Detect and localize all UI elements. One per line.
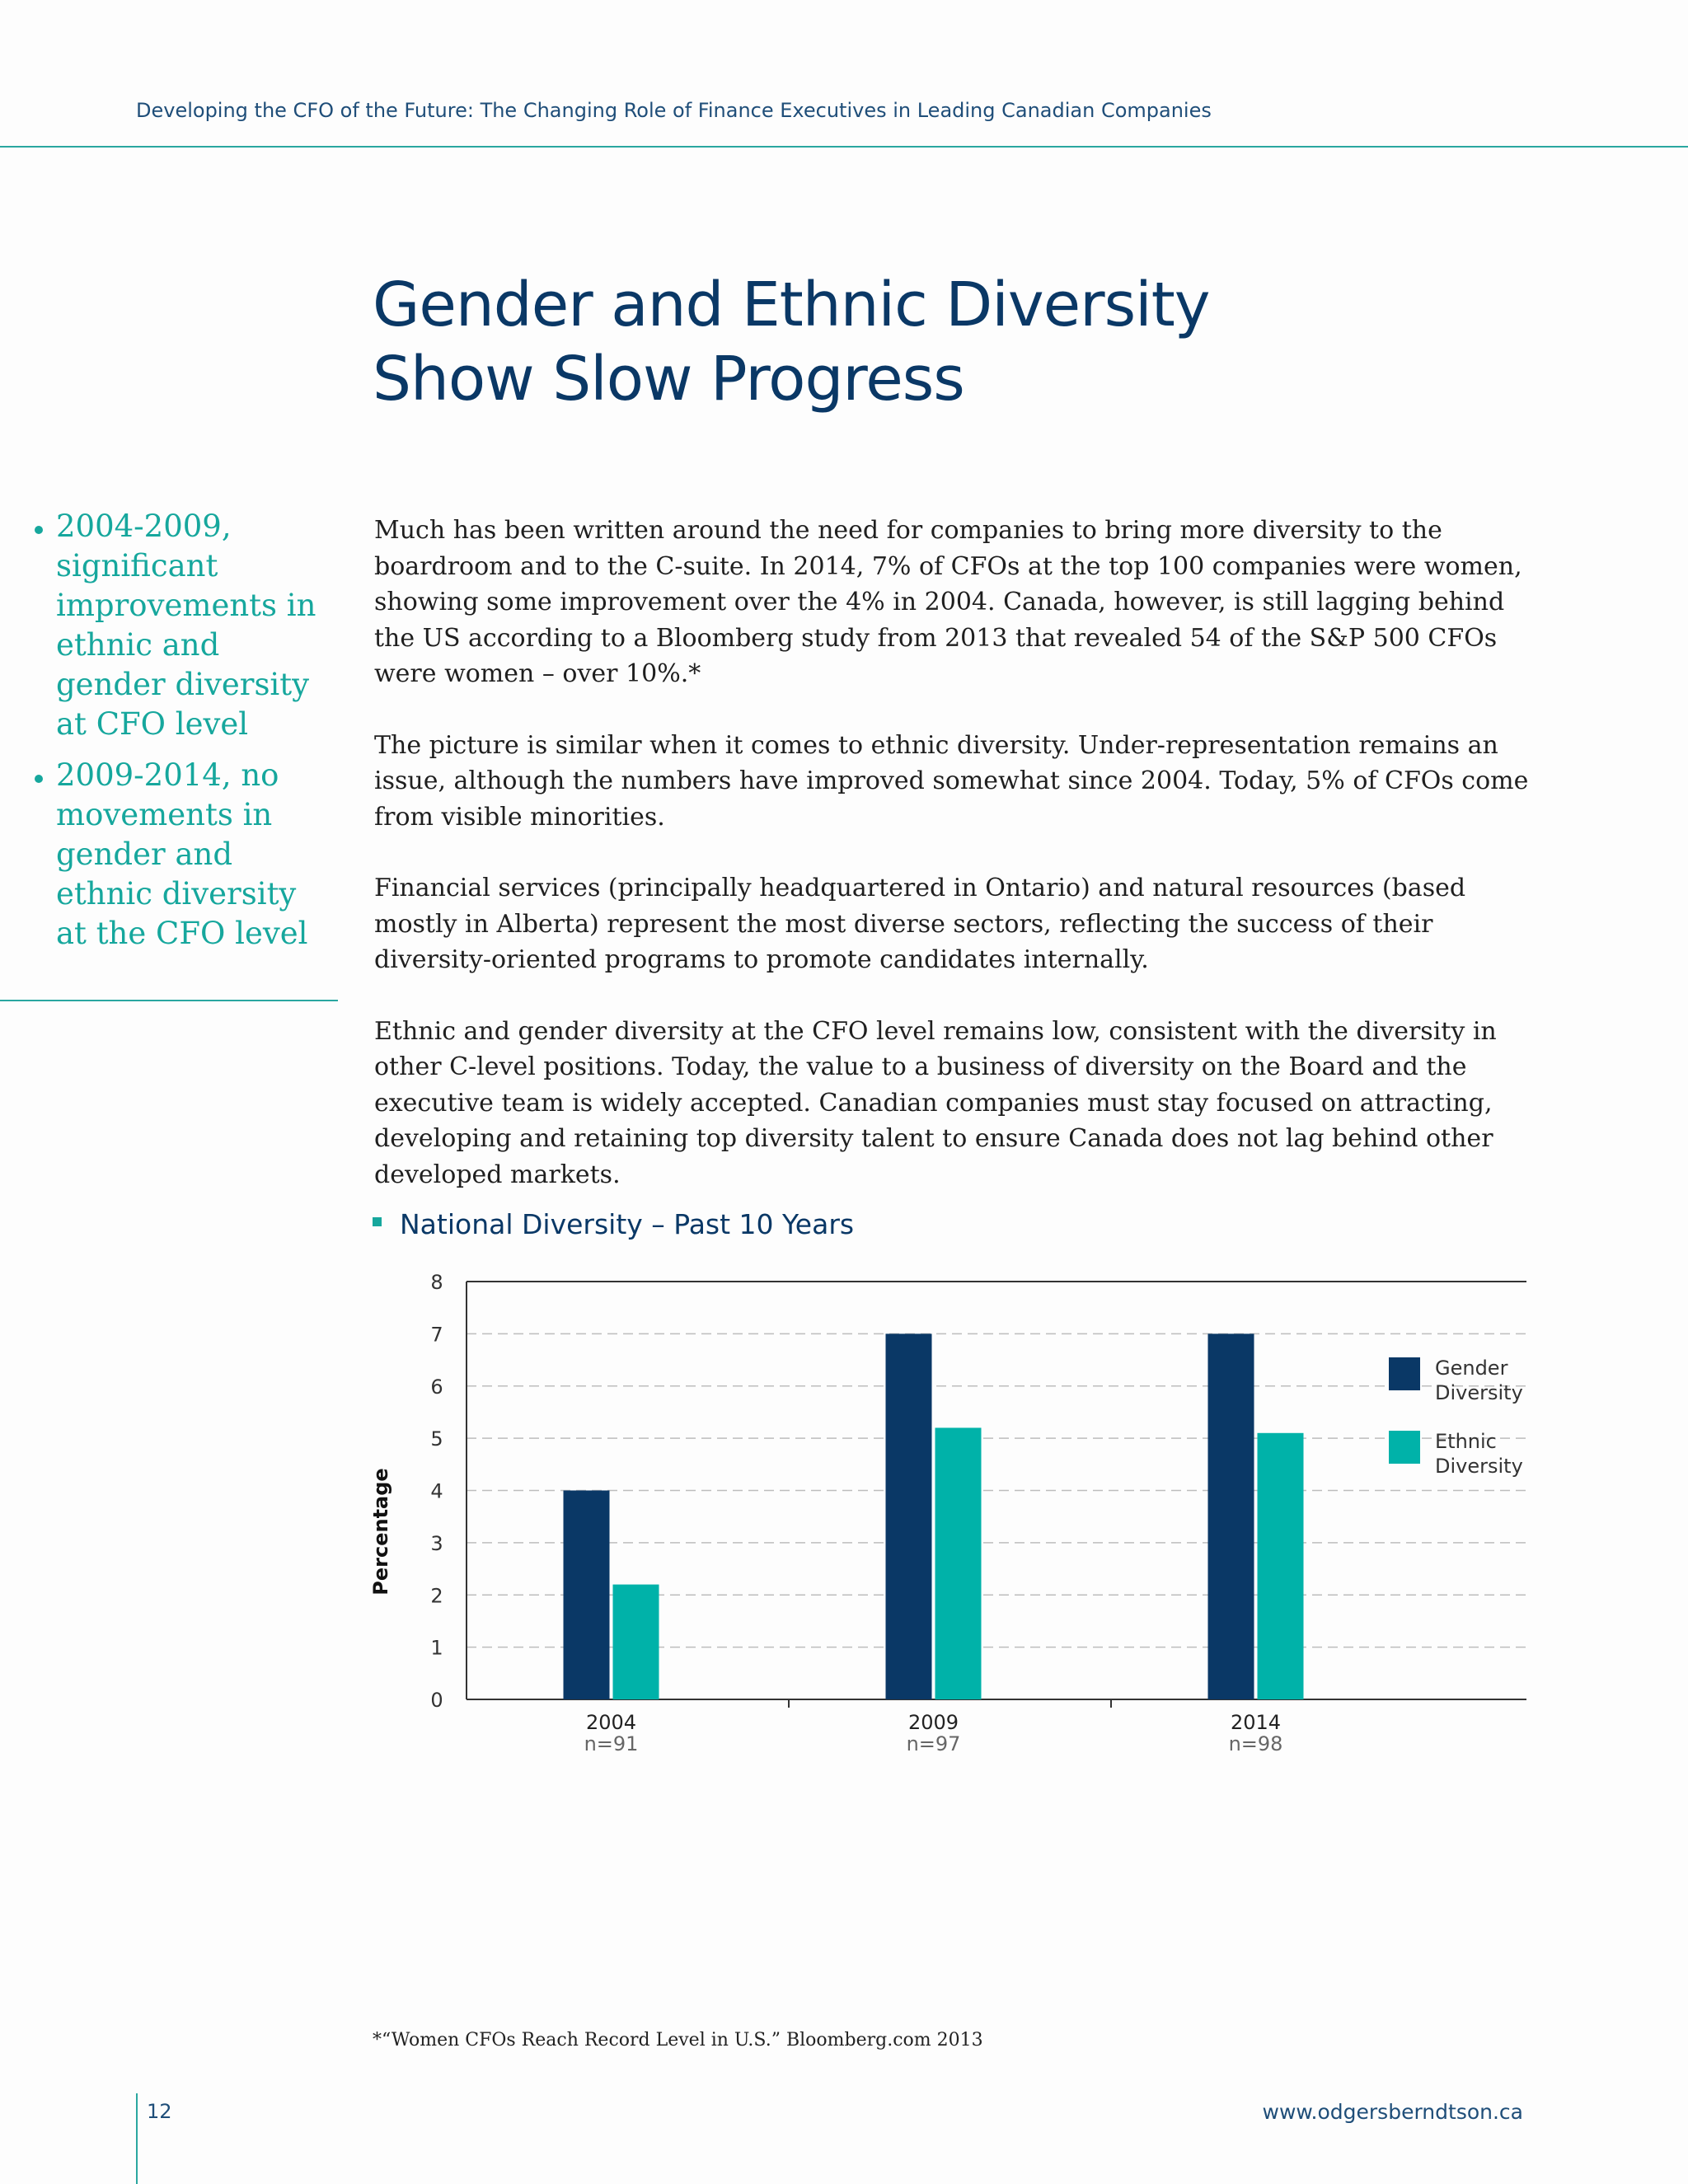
y-tick-label: 2 xyxy=(430,1584,443,1608)
legend-swatch xyxy=(1389,1431,1420,1464)
bar-gender-diversity xyxy=(564,1491,610,1700)
sidebar-callout xyxy=(31,507,336,965)
legend-label: Ethnic xyxy=(1435,1430,1497,1453)
x-tick-label: 2014 xyxy=(1230,1711,1282,1734)
footer-divider xyxy=(136,2093,138,2184)
bar-ethnic-diversity xyxy=(613,1585,659,1699)
bar-chart xyxy=(354,1261,1550,1772)
x-tick-label: 2009 xyxy=(907,1711,959,1734)
page-title-line-1: Gender and Ethnic Diversity xyxy=(373,269,1210,340)
y-tick-label: 1 xyxy=(430,1636,443,1660)
x-tick-sublabel: n=98 xyxy=(1228,1732,1283,1755)
bar-gender-diversity xyxy=(1208,1333,1254,1699)
legend-label: Gender xyxy=(1435,1357,1508,1380)
page-title-line-2: Show Slow Progress xyxy=(373,344,964,415)
sidebar-divider xyxy=(0,1000,338,1001)
bar-ethnic-diversity xyxy=(1258,1433,1304,1699)
callout-list xyxy=(31,507,336,954)
running-header: Developing the CFO of the Future: The Changing Role of Finance Executives in Leading Canadian Companies xyxy=(136,99,1212,122)
legend-label: Diversity xyxy=(1435,1455,1523,1478)
y-tick-label: 8 xyxy=(430,1271,443,1294)
chart-heading xyxy=(373,1208,854,1240)
bar-ethnic-diversity xyxy=(935,1427,982,1699)
callout-bullet: 2004-2009, significant improvements in ethnic and gender diversity at CFO level xyxy=(31,507,336,744)
y-tick-label: 0 xyxy=(430,1689,443,1712)
body-paragraph: Ethnic and gender diversity at the CFO level remains low, consistent with the diversity in other C-level positions. Today, the value to a business of diversity on the Board and the executive team is widely accepted. Canadian companies must stay focused on attracting, developing and retaining top diversity talent to ensure Canada does not lag behind other developed markets. xyxy=(374,1016,1497,1189)
square-bullet-icon xyxy=(373,1217,382,1226)
page-number: 12 xyxy=(147,2100,172,2123)
body-text xyxy=(374,513,1536,1228)
bar-gender-diversity xyxy=(886,1333,932,1699)
header-divider xyxy=(0,146,1688,148)
body-paragraph: The picture is similar when it comes to ethnic diversity. Under-representation remains an issue, although the numbers have improved somewhat since 2004. Today, 5% of CFOs come from visible minorities. xyxy=(374,730,1529,832)
y-tick-label: 4 xyxy=(430,1479,443,1503)
legend-label: Diversity xyxy=(1435,1381,1523,1404)
y-tick-label: 6 xyxy=(430,1375,443,1399)
x-tick-label: 2004 xyxy=(585,1711,637,1734)
footnote: *“Women CFOs Reach Record Level in U.S.” Bloomberg.com 2013 xyxy=(373,2030,983,2050)
y-axis-label: Percentage xyxy=(369,1468,392,1596)
y-tick-label: 7 xyxy=(430,1323,443,1347)
page-title xyxy=(373,268,1210,416)
body-paragraph: Financial services (principally headquartered in Ontario) and natural resources (based mostly in Alberta) represent the most diverse sectors, reflecting the success of their diversity-oriented programs to promote candidates internally. xyxy=(374,874,1466,974)
x-tick-sublabel: n=91 xyxy=(584,1732,639,1755)
y-tick-label: 5 xyxy=(430,1427,443,1451)
chart-heading-label: National Diversity – Past 10 Years xyxy=(400,1208,855,1240)
legend-swatch xyxy=(1389,1357,1420,1390)
y-tick-label: 3 xyxy=(430,1531,443,1555)
footer-url[interactable]: www.odgersberndtson.ca xyxy=(1262,2100,1523,2124)
body-paragraph: Much has been written around the need for companies to bring more diversity to the boardroom and to the C-suite. In 2014, 7% of CFOs at the top 100 companies were women, showing some improvement over the 4% in 2004. Canada, however, is still lagging behind the US according to a Bloomberg study from 2013 that revealed 54 of the S&P 500 CFOs were women – over 10%.* xyxy=(374,516,1522,688)
callout-bullet: 2009-2014, no movements in gender and ethnic diversity at the CFO level xyxy=(31,756,336,954)
x-tick-sublabel: n=97 xyxy=(906,1732,961,1755)
